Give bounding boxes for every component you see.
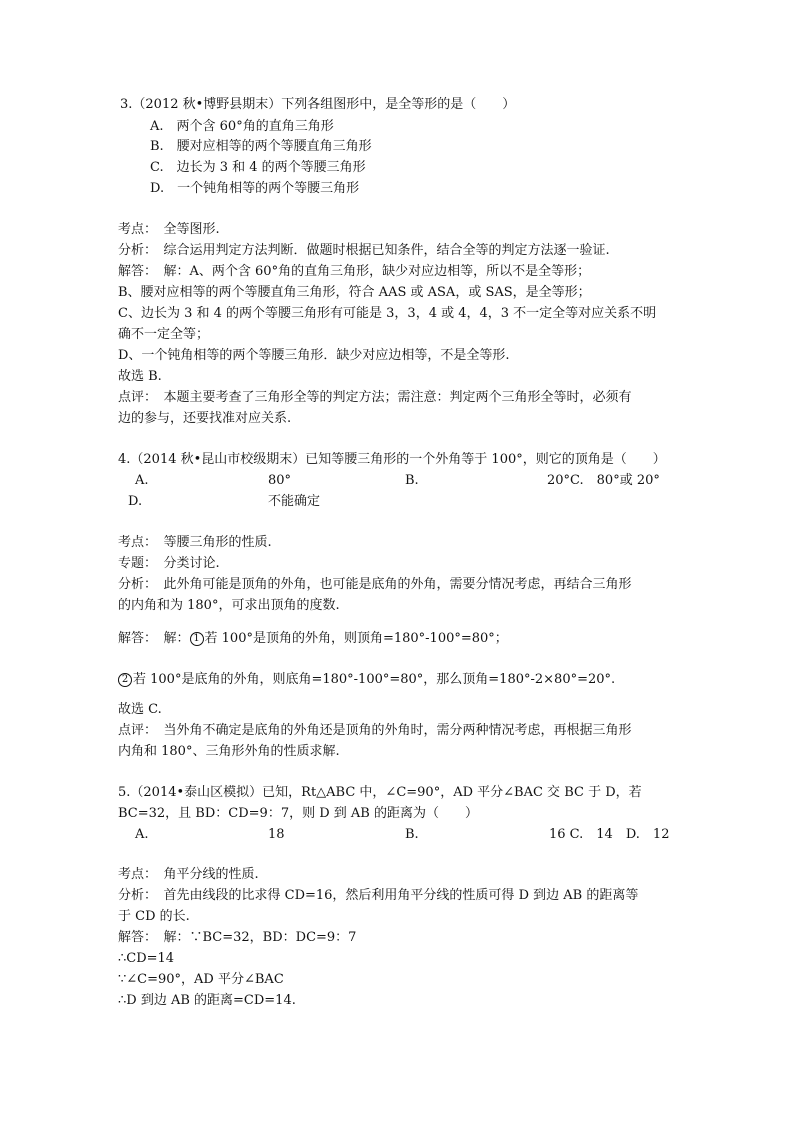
q5-stem-line-2: BC=32，且 BD：CD=9：7，则 D 到 AB 的距离为（ ） [118,806,478,821]
q3-option-d: D. 一个钝角相等的两个等腰三角形 [150,181,360,196]
q5-jieda-line-1: 解答： 解：∵BC=32，BD：DC=9：7 [118,930,357,945]
q4-dianping-line-1: 点评： 当外角不确定是底角的外角还是顶角的外角时，需分两种情况考虑，再根据三角形 [118,723,632,738]
q4-jieda-case-2: 若 100°是底角的外角，则底角=180°-100°=80°，那么顶角=180°-2×80°=20°. [133,672,616,687]
q5-stem-line-1: 5.（2014•泰山区模拟）已知，Rt△ABC 中，∠C=90°，AD 平分∠BAC 交 BC 于 D，若 [118,785,642,800]
q3-jieda-line-3: C、边长为 3 和 4 的两个等腰三角形有可能是 3，3，4 或 4，4，3 不一定全等对应关系不明 [118,306,657,321]
q4-jieda-line-2 [118,671,615,689]
q5-kaodian: 考点： 角平分线的性质. [118,867,259,882]
q3-jieda-line-2: B、腰对应相等的两个等腰直角三角形，符合 AAS 或 ASA，或 SAS，是全等形； [118,285,591,300]
q5-fenxi-line-2: 于 CD 的长. [118,909,190,924]
q4-jieda-line-1 [118,630,508,648]
q5-option-a-label: A. [135,827,149,842]
q4-option-d-label: D. [128,494,143,509]
q3-dianping-line-1: 点评： 本题主要考查了三角形全等的判定方法；需注意：判定两个三角形全等时，必须有 [118,390,632,405]
q4-kaodian: 考点： 等腰三角形的性质. [118,535,272,550]
circled-number-2: 2 [118,673,132,687]
q4-zhuanti: 专题： 分类讨论. [118,556,220,571]
q4-jieda-prefix: 解答： 解： [118,631,190,646]
q4-option-a-value: 80° [268,473,292,488]
q3-answer: 故选 B. [118,369,162,384]
q5-jieda-line-2: ∴CD=14 [118,951,175,966]
q3-jieda-line-1: 解答： 解：A、两个含 60°角的直角三角形，缺少对应边相等，所以不是全等形； [118,264,591,279]
q5-jieda-line-4: ∴D 到边 AB 的距离=CD=14. [118,993,296,1008]
q5-option-bcd-value: 16 C. 14 D. 12 [549,827,670,842]
q4-fenxi-line-2: 的内角和为 180°，可求出顶角的度数. [118,598,340,613]
q4-fenxi-line-1: 分析： 此外角可能是顶角的外角，也可能是底角的外角，需要分情况考虑，再结合三角形 [118,577,632,592]
q5-fenxi-line-1: 分析： 首先由线段的比求得 CD=16，然后利用角平分线的性质可得 D 到边 AB 的距离等 [118,888,639,903]
q5-jieda-line-3: ∵∠C=90°，AD 平分∠BAC [118,972,284,987]
q3-jieda-line-5: D、一个钝角相等的两个等腰三角形．缺少对应边相等，不是全等形. [118,348,510,363]
q4-option-bc-value: 20°C. 80°或 20° [547,473,660,488]
q5-option-b-label: B. [405,827,419,842]
q4-option-b-label: B. [405,473,419,488]
q4-answer: 故选 C. [118,702,162,717]
q3-option-c: C. 边长为 3 和 4 的两个等腰三角形 [150,160,366,175]
q5-option-a-value: 18 [268,827,285,842]
q3-option-a: A. 两个含 60°角的直角三角形 [150,119,334,134]
q4-option-a-label: A. [135,473,149,488]
q3-jieda-line-4: 确不一定全等； [118,327,210,342]
q4-option-d-value: 不能确定 [268,494,321,509]
q4-jieda-case-1: 若 100°是顶角的外角，则顶角=180°-100°=80°； [204,631,508,646]
circled-number-1: 1 [190,632,204,646]
q3-fenxi: 分析： 综合运用判定方法判断．做题时根据已知条件，结合全等的判定方法逐一验证. [118,243,610,258]
q4-stem: 4.（2014 秋•昆山市校级期末）已知等腰三角形的一个外角等于 100°，则它的顶角是（ ） [118,452,666,467]
q3-dianping-line-2: 边的参与，还要找准对应关系. [118,411,292,426]
q3-option-b: B. 腰对应相等的两个等腰直角三角形 [150,139,372,154]
q3-stem: 3.（2012 秋•博野县期末）下列各组图形中，是全等形的是（ ） [120,97,516,112]
q4-dianping-line-2: 内角和 180°、三角形外角的性质求解. [118,744,340,759]
q3-kaodian: 考点： 全等图形. [118,222,220,237]
